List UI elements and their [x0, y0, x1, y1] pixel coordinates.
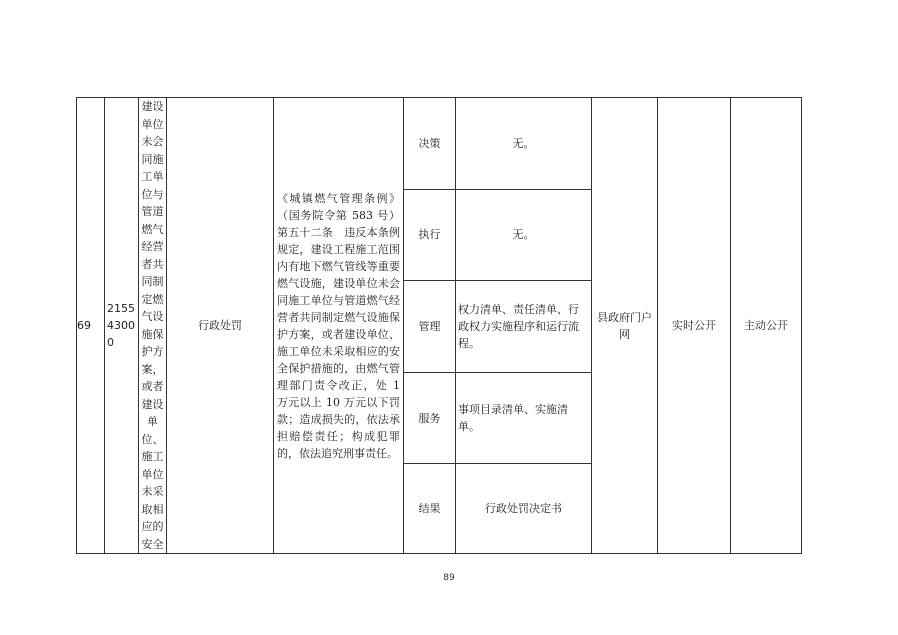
stage-content: 行政处罚决定书 [456, 464, 592, 554]
stage-content: 无。 [456, 189, 592, 281]
stage-label: 决策 [404, 98, 456, 190]
item-name: 建设单位未会同施工单位与管道燃气经营者共同制定燃气设施保护方案，或者建设单位、施工单位未采取相应的安全 [139, 98, 167, 554]
stage-label: 执行 [404, 189, 456, 281]
stage-label: 服务 [404, 372, 456, 464]
legal-basis: 《城镇燃气管理条例》（国务院令第 583 号）第五十二条 违反本条例规定，建设工程施工范围内有地下燃气管线等重要燃气设施，建设单位未会同施工单位与管道燃气经营者共同制定燃气设施保护方案，或者建设单位、施工单位未采取相应的安全保护措施的，由燃气管理部门责令改正，处 1 万元以上 10 万元以下罚款；造成损失的，依法承担赔偿责任；构成犯罪的，依法追究刑事责任。 [274, 98, 404, 554]
disclosure-mode: 主动公开 [731, 98, 802, 554]
stage-content: 权力清单、责任清单、行政权力实施程序和运行流程。 [456, 281, 592, 373]
row-index: 69 [77, 98, 105, 554]
disclosure-timing: 实时公开 [658, 98, 731, 554]
stage-content: 无。 [456, 98, 592, 190]
item-code: 215543000 [105, 98, 139, 554]
disclosure-table [76, 97, 802, 554]
page-number: 89 [443, 573, 455, 583]
stage-label: 结果 [404, 464, 456, 554]
stage-label: 管理 [404, 281, 456, 373]
stage-content: 事项目录清单、实施清单。 [456, 372, 592, 464]
item-category: 行政处罚 [167, 98, 274, 554]
disclosure-channel: 县政府门户网 [592, 98, 658, 554]
